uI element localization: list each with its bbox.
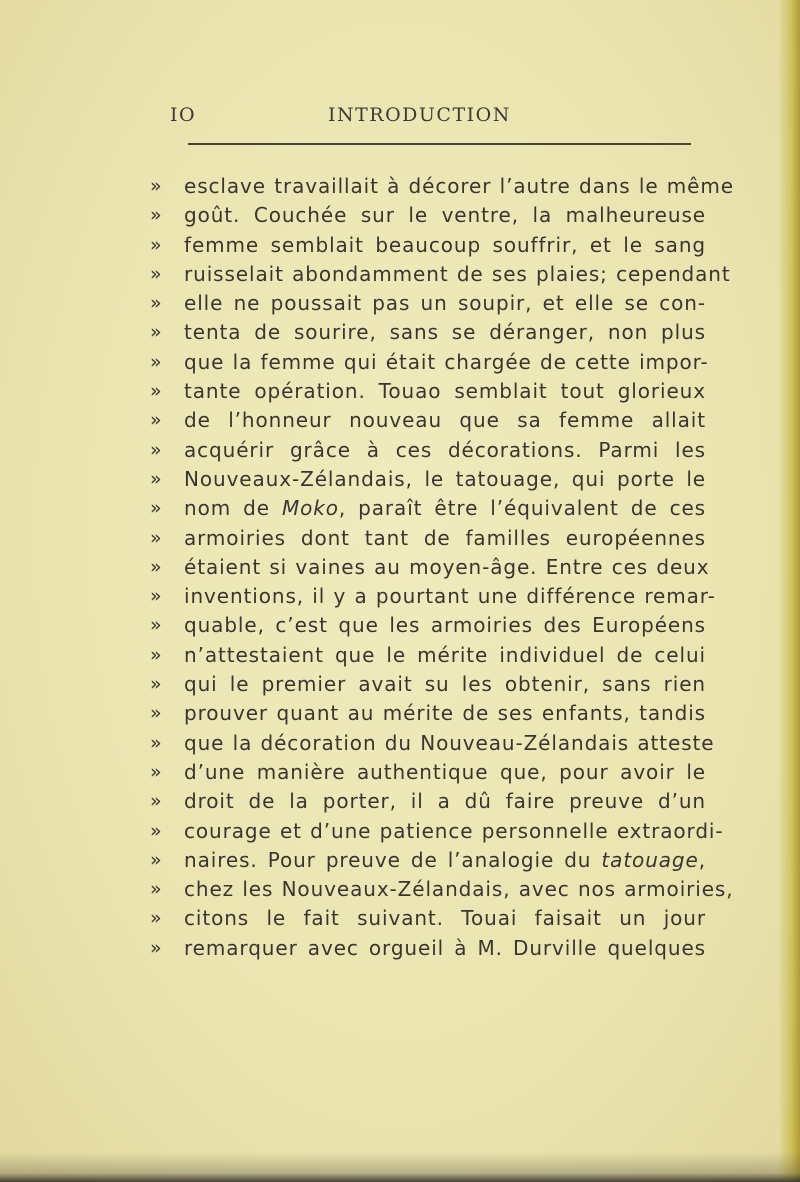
text-line [150,231,710,260]
text-line [150,758,710,787]
quote-mark: » [150,936,163,959]
quote-mark: » [150,673,163,696]
line-text: tante opération. Touao semblait tout glorieux [184,379,706,404]
quote-mark: » [150,350,163,373]
text-line [150,377,710,406]
header-rule [188,143,691,145]
text-line [150,524,710,553]
quote-mark: » [150,409,163,432]
text-line [150,699,710,728]
line-text-part: nom de [184,496,282,521]
line-text: étaient si vaines au moyen-âge. Entre ces deux [184,554,710,579]
quote-mark: » [150,204,163,227]
line-text: acquérir grâce à ces décorations. Parmi les [184,437,706,462]
line-text-mixed [184,494,706,523]
text-line [150,817,724,846]
quote-mark: » [150,878,163,901]
text-line [150,260,731,289]
line-text: chez les Nouveaux-Zélandais, avec nos armoiries, [184,877,734,902]
text-line [150,904,710,933]
line-text: quable, c’est que les armoiries des Européens [184,613,706,638]
text-line [150,406,710,435]
text-line [150,875,734,904]
quote-mark: » [150,702,163,725]
line-text: citons le fait suivant. Touai faisait un jour [184,906,706,931]
line-text: armoiries dont tant de familles européennes [184,525,706,550]
line-text-part: naires. Pour preuve de l’analogie du [184,847,602,872]
quote-mark: » [150,731,163,754]
line-text: de l’honneur nouveau que sa femme allait [184,408,706,433]
line-text: prouver quant au mérite de ses enfants, tandis [184,701,706,726]
quote-mark: » [150,292,163,315]
quote-mark: » [150,175,163,197]
page-edge-shadow [778,0,800,1182]
quote-mark: » [150,907,163,930]
text-line [150,611,710,640]
line-text: qui le premier avait su les obtenir, sans rien [184,672,706,697]
line-text: elle ne poussait pas un soupir, et elle se con- [184,291,706,316]
line-text-part: , paraît être l’équivalent de ces [338,496,706,521]
quote-mark: » [150,614,163,637]
quote-mark: » [150,643,163,666]
text-line [150,494,710,523]
running-head: INTRODUCTION [328,104,511,126]
text-line [150,729,715,758]
quote-mark: » [150,467,163,490]
line-text: n’attestaient que le mérite individuel de celui [184,642,706,667]
quote-mark: » [150,760,163,783]
page-header [0,104,800,134]
text-line [150,670,710,699]
line-text: tenta de sourire, sans se déranger, non plus [184,320,706,345]
line-text: esclave travaillait à décorer l’autre dans le même [184,174,734,198]
line-text: que la femme qui était chargée de cette impor- [184,349,709,374]
text-line [150,436,710,465]
text-line [150,172,734,201]
line-text: droit de la porter, il a dû faire preuve d’un [184,789,706,814]
quote-mark: » [150,438,163,461]
quote-mark: » [150,380,163,403]
text-line [150,641,710,670]
body-text [150,172,734,963]
italic-term: Moko [281,496,339,521]
text-line [150,289,710,318]
quote-mark: » [150,848,163,871]
line-text-mixed [184,846,706,875]
quote-mark: » [150,790,163,813]
page-bottom-shadow [0,1152,800,1182]
line-text: remarquer avec orgueil à M. Durville quelques [184,935,706,960]
text-line [150,201,710,230]
line-text: goût. Couchée sur le ventre, la malheureuse [184,203,706,228]
text-line [150,846,710,875]
line-text-part: , [698,847,706,872]
line-text: courage et d’une patience personnelle extraordi- [184,818,724,843]
quote-mark: » [150,555,163,578]
quote-mark: » [150,497,163,520]
text-line [150,553,710,582]
text-line [150,348,710,377]
text-line [150,465,710,494]
quote-mark: » [150,233,163,256]
quote-mark: » [150,526,163,549]
text-line [150,582,716,611]
quote-mark: » [150,321,163,344]
line-text: d’une manière authentique que, pour avoir le [184,759,706,784]
line-text: que la décoration du Nouveau-Zélandais atteste [184,730,715,755]
text-line [150,934,710,963]
line-text: inventions, il y a pourtant une différence remar- [184,584,716,609]
text-line [150,318,710,347]
quote-mark: » [150,585,163,608]
line-text: Nouveaux-Zélandais, le tatouage, qui porte le [184,466,706,491]
italic-term: tatouage [601,847,699,872]
page-number: IO [170,104,197,126]
quote-mark: » [150,262,163,285]
line-text: ruisselait abondamment de ses plaies; cependant [184,261,731,286]
quote-mark: » [150,819,163,842]
line-text: femme semblait beaucoup souffrir, et le sang [184,232,706,257]
text-line [150,787,710,816]
